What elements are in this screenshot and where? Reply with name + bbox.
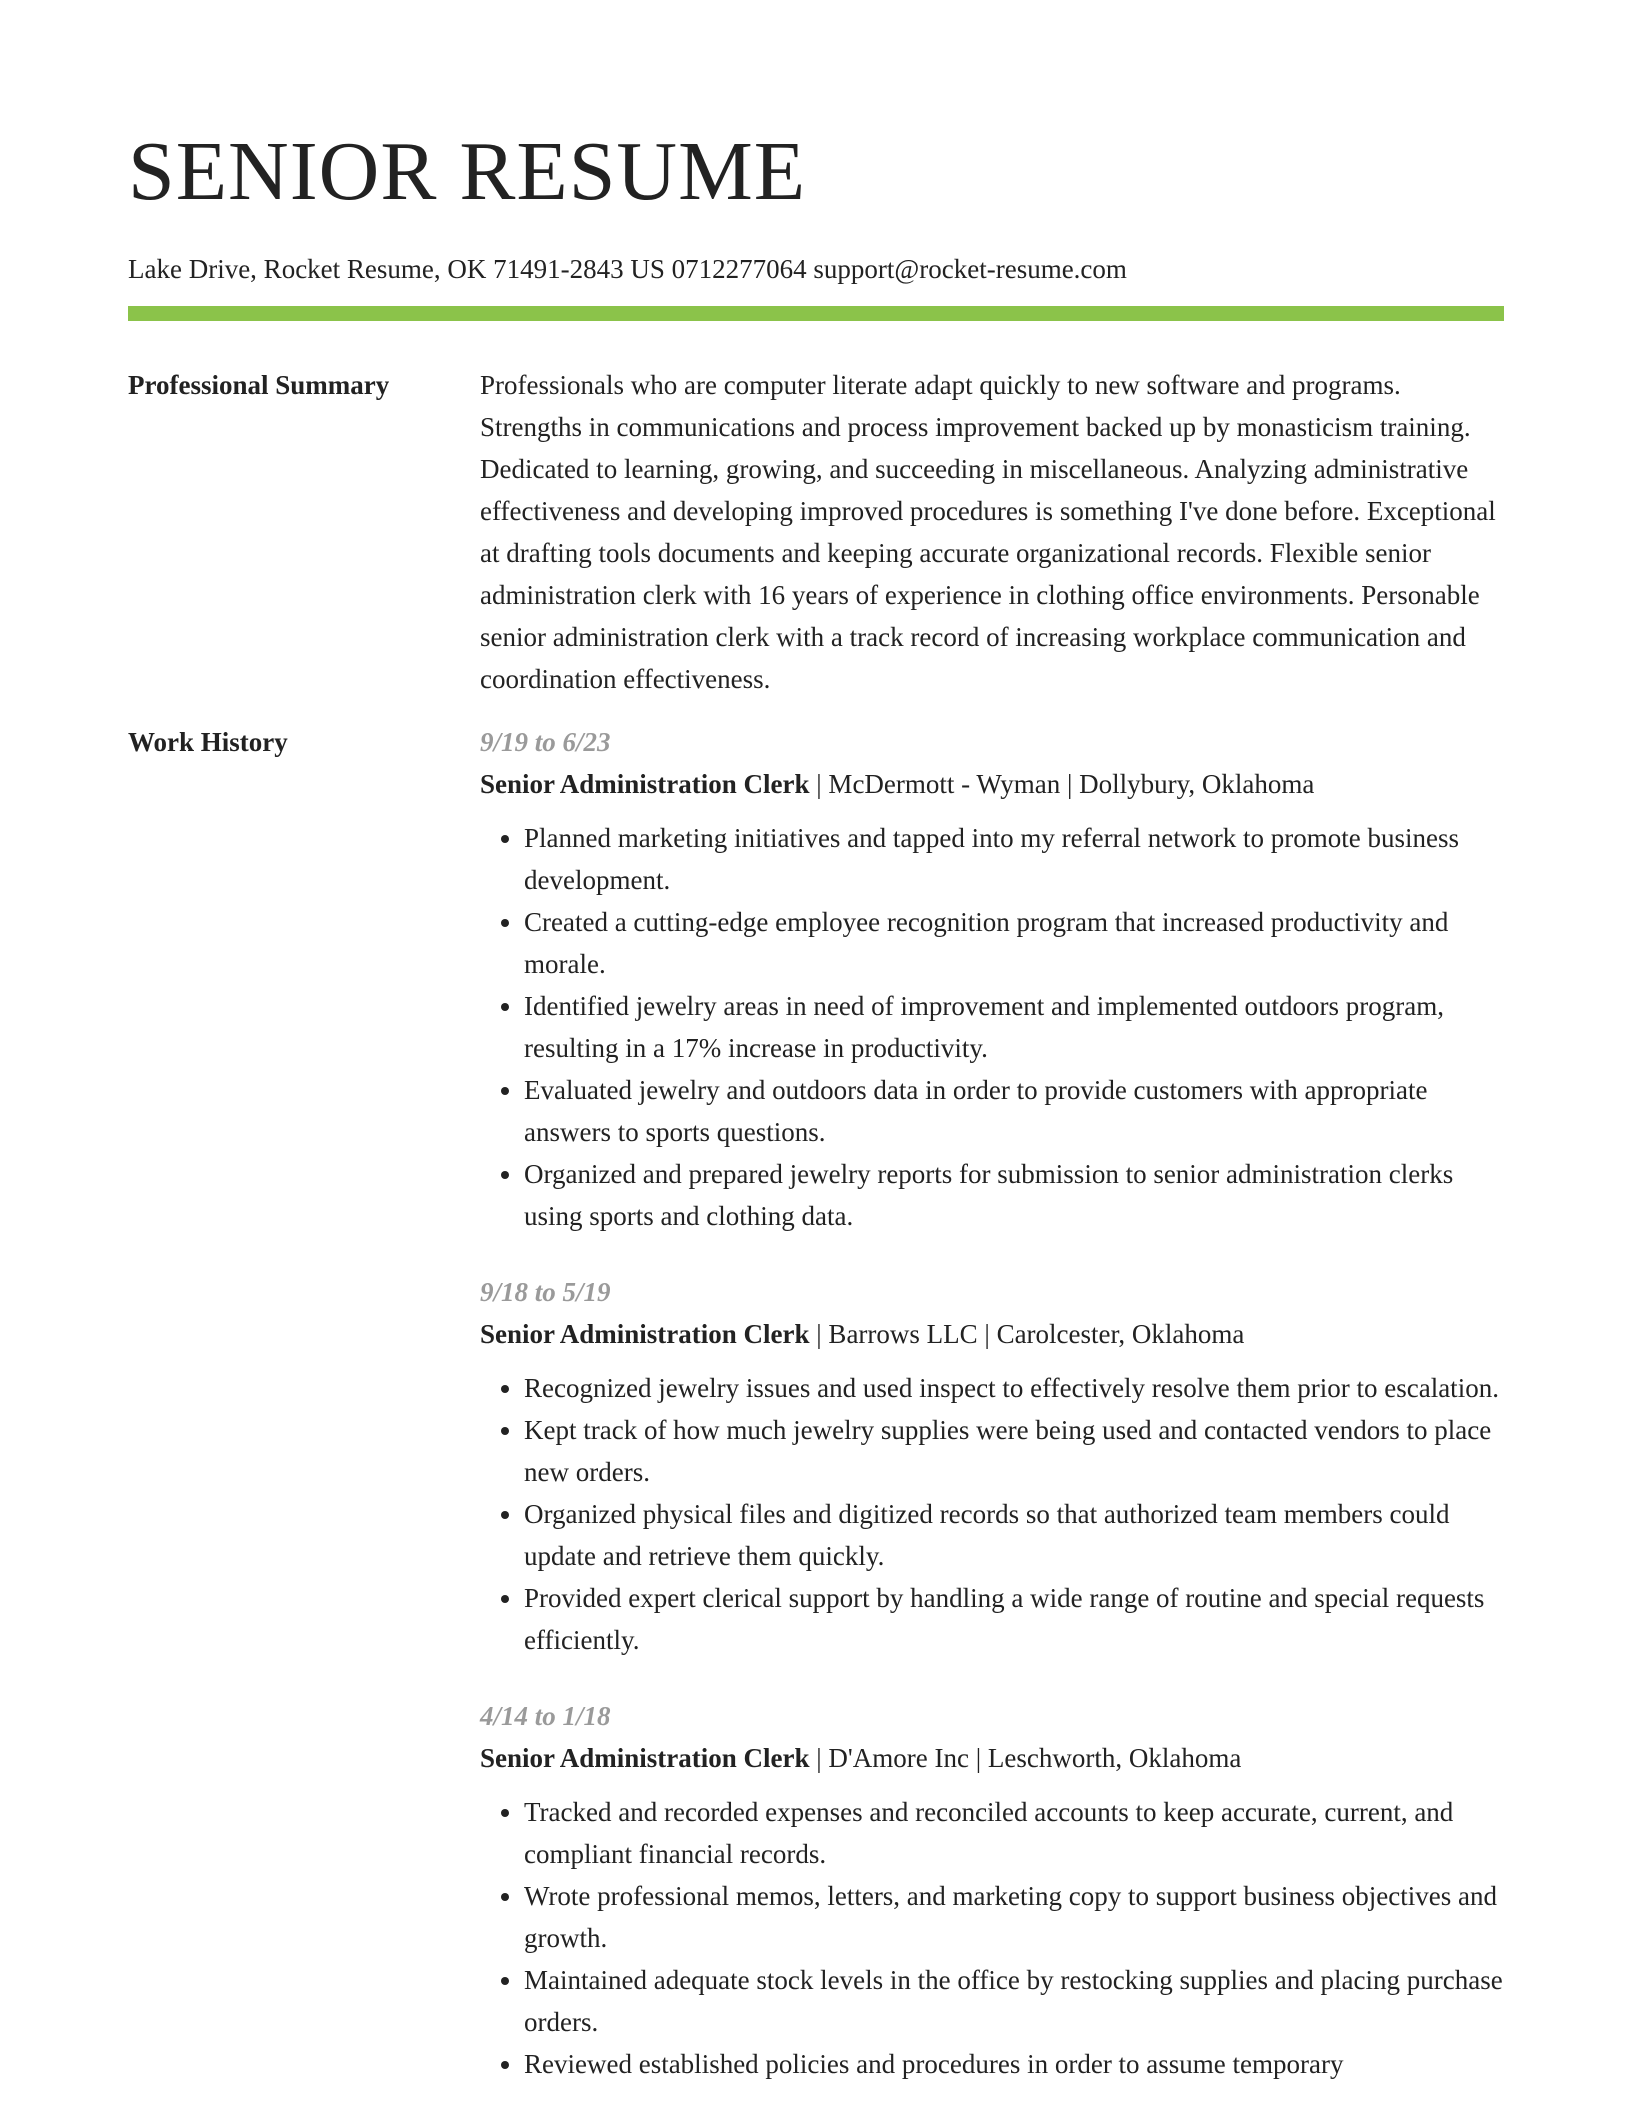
accent-divider bbox=[128, 306, 1504, 321]
work-history-heading: Work History bbox=[128, 727, 288, 757]
job-bullet: • Reviewed established policies and procedures in order to assume temporary bbox=[524, 2043, 1504, 2085]
summary-section bbox=[128, 370, 1504, 700]
resume-page bbox=[128, 0, 1504, 2119]
job-entry bbox=[480, 1271, 1504, 1661]
job-bullet: • Identified jewelry areas in need of improvement and implemented outdoors program, resulting in a 17% increase in productivity. bbox=[524, 985, 1504, 1069]
job-bullets bbox=[480, 1791, 1504, 2085]
job-title: Senior Administration Clerk bbox=[480, 1319, 810, 1349]
contact-line: Lake Drive, Rocket Resume, OK 71491-2843 US 0712277064 support@rocket-resume.com bbox=[128, 254, 1127, 284]
summary-text: Professionals who are computer literate adapt quickly to new software and programs. Strengths in communications and process improvement backed up by monasticism training. Dedicated to learning, growing, and succeeding in miscellaneous. Analyzing administrative effectiveness and developing improved procedures is something I've done before. Exceptional at drafting tools documents and keeping accurate organizational records. Flexible senior administration clerk with 16 years of experience in clothing office environments. Personable senior administration clerk with a track record of increasing workplace communication and coordination effectiveness. bbox=[480, 370, 1496, 694]
job-entry bbox=[480, 721, 1504, 1237]
job-details: | D'Amore Inc | Leschworth, Oklahoma bbox=[809, 1743, 1242, 1773]
job-heading bbox=[480, 1313, 1504, 1355]
job-bullet: • Created a cutting-edge employee recognition program that increased productivity and morale. bbox=[524, 901, 1504, 985]
job-bullets bbox=[480, 1367, 1504, 1661]
job-bullet: • Tracked and recorded expenses and reconciled accounts to keep accurate, current, and compliant financial records. bbox=[524, 1791, 1504, 1875]
resume-name: SENIOR RESUME bbox=[128, 125, 807, 218]
job-bullet: • Provided expert clerical support by handling a wide range of routine and special requests efficiently. bbox=[524, 1577, 1504, 1661]
job-bullet: • Recognized jewelry issues and used inspect to effectively resolve them prior to escalation. bbox=[524, 1367, 1504, 1409]
job-title: Senior Administration Clerk bbox=[480, 769, 810, 799]
job-bullet: • Planned marketing initiatives and tapped into my referral network to promote business development. bbox=[524, 817, 1504, 901]
job-heading bbox=[480, 1737, 1504, 1779]
job-dates: 9/19 to 6/23 bbox=[480, 727, 611, 757]
job-entry bbox=[480, 1695, 1504, 2085]
job-bullet: • Organized physical files and digitized records so that authorized team members could update and retrieve them quickly. bbox=[524, 1493, 1504, 1577]
job-details: | McDermott - Wyman | Dollybury, Oklahoma bbox=[809, 769, 1315, 799]
job-dates: 4/14 to 1/18 bbox=[480, 1701, 611, 1731]
job-details: | Barrows LLC | Carolcester, Oklahoma bbox=[809, 1319, 1245, 1349]
job-bullet: • Evaluated jewelry and outdoors data in order to provide customers with appropriate answers to sports questions. bbox=[524, 1069, 1504, 1153]
summary-heading: Professional Summary bbox=[128, 370, 390, 400]
job-bullet: • Organized and prepared jewelry reports for submission to senior administration clerks using sports and clothing data. bbox=[524, 1153, 1504, 1237]
job-title: Senior Administration Clerk bbox=[480, 1743, 810, 1773]
work-history-section bbox=[128, 727, 1504, 2119]
job-bullet: • Wrote professional memos, letters, and marketing copy to support business objectives and growth. bbox=[524, 1875, 1504, 1959]
job-bullet: • Maintained adequate stock levels in the office by restocking supplies and placing purchase orders. bbox=[524, 1959, 1504, 2043]
job-bullets bbox=[480, 817, 1504, 1237]
work-history-list bbox=[480, 721, 1504, 2119]
job-heading bbox=[480, 763, 1504, 805]
job-bullet: • Kept track of how much jewelry supplies were being used and contacted vendors to place new orders. bbox=[524, 1409, 1504, 1493]
job-dates: 9/18 to 5/19 bbox=[480, 1277, 611, 1307]
